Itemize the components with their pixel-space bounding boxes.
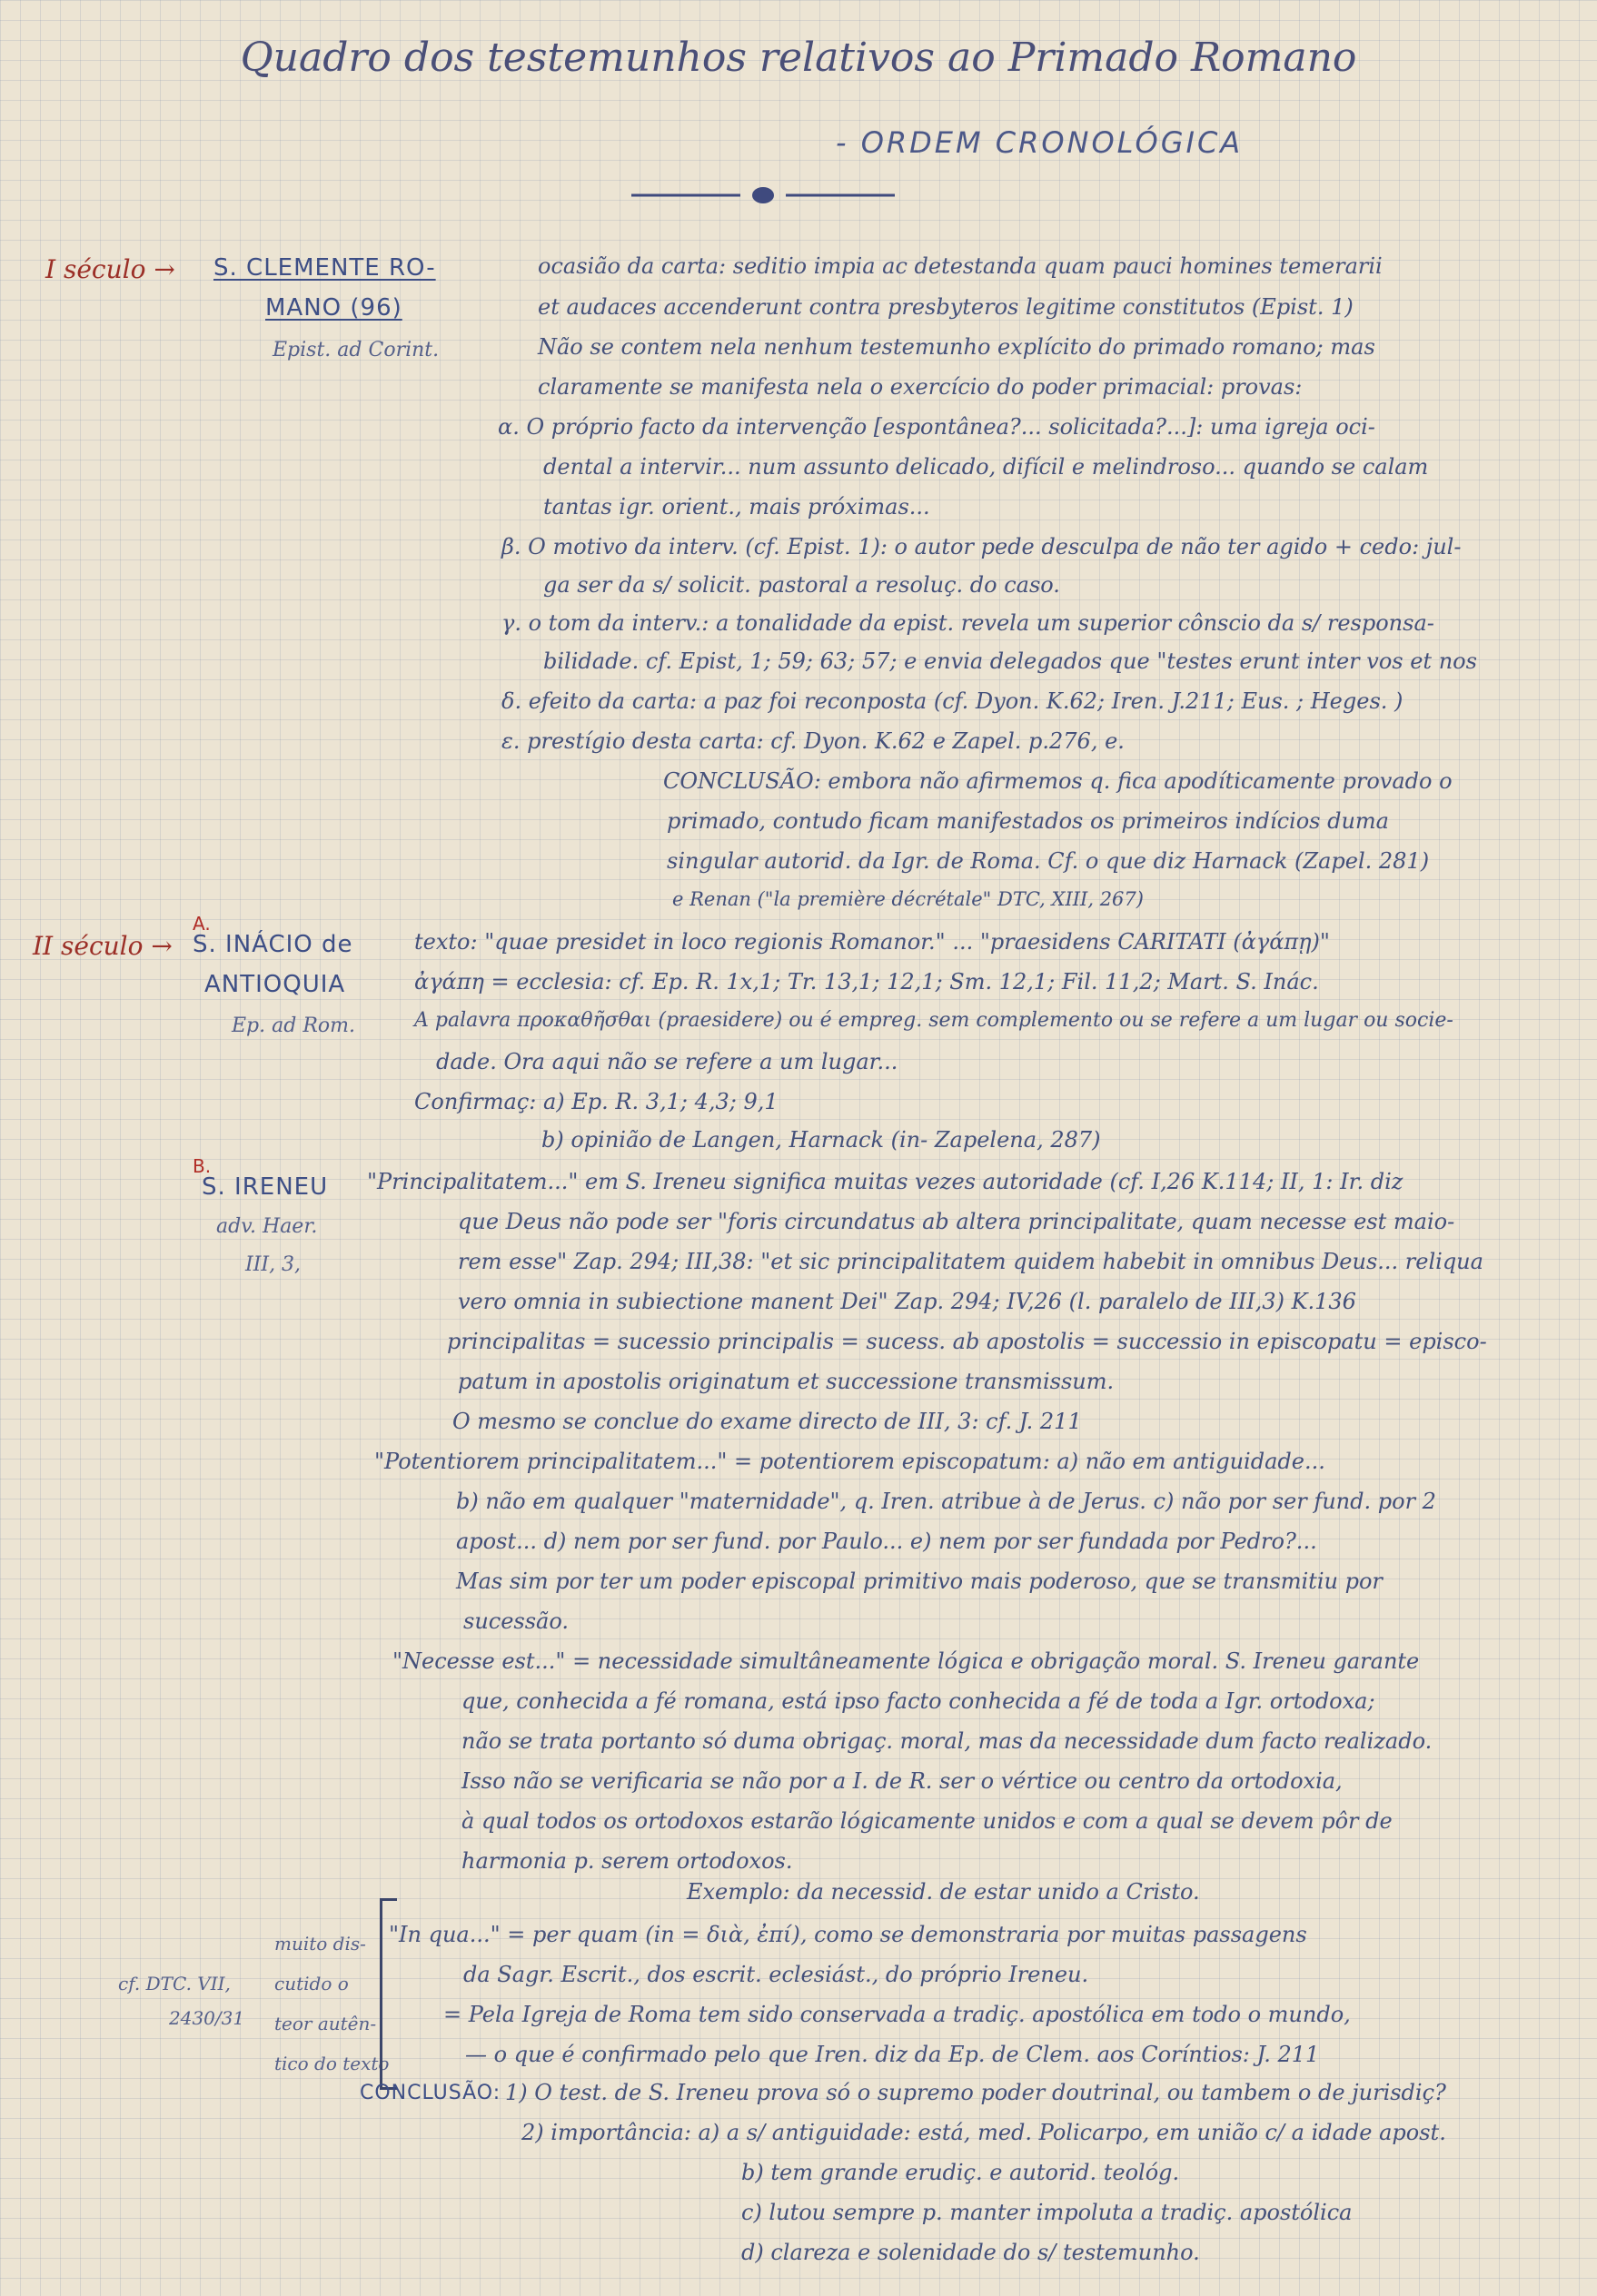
author-ignatius-line2: ANTIOQUIA — [204, 971, 346, 998]
marker-a: A. — [193, 913, 211, 935]
source-irenaeus-1: adv. Haer. — [216, 1215, 318, 1238]
author-ignatius-line1: S. INÁCIO de — [193, 931, 353, 958]
note-line: sucessão. — [463, 1608, 570, 1634]
source-clement: Epist. ad Corint. — [273, 339, 440, 361]
conclusion-label: CONCLUSÃO: — [360, 2082, 501, 2104]
note-line: A palavra προκαθῆσθαι (praesidere) ou é empreg. sem complemento ou se refere a um lugar ou socie- — [414, 1009, 1453, 1032]
note-line: texto: "quae presidet in loco regionis Romanor." ... "praesidens CARITATI (ἀγάπῃ)" — [414, 929, 1330, 955]
margin-note-line: cutido o — [274, 1973, 349, 1994]
century-label-1: I século → — [45, 254, 175, 284]
note-line: "Potentiorem principalitatem..." = potentiorem episcopatum: a) não em antiguidade... — [374, 1449, 1325, 1474]
note-line: "Necesse est..." = necessidade simultâneamente lógica e obrigação moral. S. Ireneu garante — [392, 1648, 1420, 1674]
source-ignatius: Ep. ad Rom. — [232, 1014, 355, 1037]
margin-note-line: tico do texto — [274, 2053, 390, 2074]
note-line: não se trata portanto só duma obrigaç. moral, mas da necessidade dum facto realizado. — [461, 1728, 1433, 1754]
note-line: γ. o tom da interv.: a tonalidade da epist. revela um superior cônscio da s/ responsa- — [501, 610, 1434, 636]
note-line: da Sagr. Escrit., dos escrit. eclesiást., do próprio Ireneu. — [463, 1962, 1089, 1987]
note-line: que Deus não pode ser "foris circundatus ab altera principalitate, quam necesse est maio- — [458, 1209, 1455, 1234]
author-clement-line2: MANO (96) — [265, 294, 402, 322]
page-subtitle: - ORDEM CRONOLÓGICA — [836, 125, 1244, 160]
note-line: patum in apostolis originatum et successione transmissum. — [458, 1369, 1115, 1394]
note-line: apost... d) nem por ser fund. por Paulo... e) nem por ser fundada por Pedro?... — [456, 1529, 1317, 1554]
margin-ref-line2: 2430/31 — [169, 2007, 245, 2029]
note-line: δ. efeito da carta: a paz foi reconposta (cf. Dyon. K.62; Iren. J.211; Eus. ; Heges. ) — [501, 688, 1404, 714]
note-line: harmonia p. serem ortodoxos. — [461, 1848, 793, 1874]
note-line: singular autorid. da Igr. de Roma. Cf. o que diz Harnack (Zapel. 281) — [667, 848, 1430, 874]
margin-ref-line1: cf. DTC. VII, — [118, 1973, 231, 1994]
note-line: ga ser da s/ solicit. pastoral a resoluç. do caso. — [543, 572, 1060, 598]
note-line: et audaces accenderunt contra presbyteros legitime constitutos (Epist. 1) — [538, 294, 1354, 320]
page-title: Quadro dos testemunhos relativos ao Primado Romano — [240, 35, 1357, 81]
note-line: O mesmo se conclue do exame directo de III, 3: cf. J. 211 — [452, 1409, 1082, 1434]
note-line: c) lutou sempre p. manter impoluta a tradiç. apostólica — [741, 2200, 1353, 2225]
note-line: α. O próprio facto da intervenção [espontânea?... solicitada?...]: uma igreja oci- — [498, 414, 1375, 440]
note-line: 1) O test. de S. Ireneu prova só o supremo poder doutrinal, ou tambem o de jurisdiç? — [505, 2080, 1446, 2105]
note-line: à qual todos os ortodoxos estarão lógicamente unidos e com a qual se devem pôr de — [461, 1808, 1393, 1834]
note-line: ε. prestígio desta carta: cf. Dyon. K.62 e Zapel. p.276, e. — [501, 728, 1125, 754]
note-line: 2) importância: a) a s/ antiguidade: está, med. Policarpo, em união c/ a idade apost. — [521, 2120, 1446, 2145]
author-clement-line1: S. CLEMENTE RO- — [213, 254, 436, 282]
note-line: b) tem grande erudiç. e autorid. teológ. — [741, 2160, 1180, 2185]
margin-note-line: teor autên- — [274, 2013, 377, 2034]
note-line: dental a intervir... num assunto delicado, difícil e melindroso... quando se calam — [543, 454, 1429, 480]
note-line: vero omnia in subiectione manent Dei" Zap. 294; IV,26 (l. paralelo de III,3) K.136 — [458, 1289, 1356, 1314]
note-line: Confirmaç: a) Ep. R. 3,1; 4,3; 9,1 — [414, 1089, 779, 1114]
margin-note-line: muito dis- — [274, 1933, 366, 1955]
note-line: que, conhecida a fé romana, está ipso facto conhecida a fé de toda a Igr. ortodoxa; — [461, 1688, 1375, 1714]
note-line: rem esse" Zap. 294; III,38: "et sic principalitatem quidem habebit in omnibus Deus... reliqua — [458, 1249, 1483, 1274]
note-line: b) não em qualquer "maternidade", q. Iren. atribue à de Jerus. c) não por ser fund. por 2 — [456, 1489, 1436, 1514]
note-line: Isso não se verificaria se não por a I. de R. ser o vértice ou centro da ortodoxia, — [461, 1768, 1343, 1794]
marker-b: B. — [193, 1155, 212, 1177]
note-line: claramente se manifesta nela o exercício do poder primacial: provas: — [538, 374, 1303, 400]
century-label-2: II século → — [33, 931, 173, 961]
note-line: d) clareza e solenidade do s/ testemunho. — [741, 2240, 1200, 2265]
note-line: bilidade. cf. Epist, 1; 59; 63; 57; e envia delegados que "testes erunt inter vos et nos — [543, 648, 1477, 674]
note-line: b) opinião de Langen, Harnack (in- Zapelena, 287) — [541, 1127, 1101, 1153]
note-line: — o que é confirmado pelo que Iren. diz da Ep. de Clem. aos Coríntios: J. 211 — [465, 2042, 1320, 2067]
note-line: ocasião da carta: seditio impia ac detestanda quam pauci homines temerarii — [538, 253, 1383, 279]
note-line: Não se contem nela nenhum testemunho explícito do primado romano; mas — [538, 334, 1375, 360]
note-line: "In qua..." = per quam (in = διὰ, ἐπί), como se demonstraria por muitas passagens — [389, 1922, 1307, 1947]
note-line: = Pela Igreja de Roma tem sido conservada a tradiç. apostólica em todo o mundo, — [443, 2002, 1351, 2027]
note-line: "Principalitatem..." em S. Ireneu significa muitas vezes autoridade (cf. I,26 K.114; II, 1: Ir. diz — [367, 1169, 1404, 1194]
note-line: e Renan ("la première décrétale" DTC, XIII, 267) — [672, 888, 1144, 910]
note-line: ἀγάπη = ecclesia: cf. Ep. R. 1x,1; Tr. 13,1; 12,1; Sm. 12,1; Fil. 11,2; Mart. S. Inác. — [414, 969, 1319, 995]
note-line: primado, contudo ficam manifestados os primeiros indícios duma — [667, 808, 1389, 834]
note-line: Exemplo: da necessid. de estar unido a Cristo. — [687, 1879, 1200, 1905]
title-ornament — [627, 182, 899, 209]
note-line: dade. Ora aqui não se refere a um lugar... — [436, 1049, 898, 1074]
source-irenaeus-2: III, 3, — [245, 1253, 302, 1276]
note-line: CONCLUSÃO: embora não afirmemos q. fica apodíticamente provado o — [663, 768, 1453, 794]
note-line: principalitas = sucessio principalis = sucess. ab apostolis = successio in episcopatu = episco- — [447, 1329, 1487, 1354]
note-line: Mas sim por ter um poder episcopal primitivo mais poderoso, que se transmitiu por — [456, 1569, 1383, 1594]
note-line: β. O motivo da interv. (cf. Epist. 1): o autor pede desculpa de não ter agido + cedo: jul- — [501, 534, 1462, 559]
note-line: tantas igr. orient., mais próximas... — [543, 494, 930, 520]
author-irenaeus: S. IRENEU — [202, 1173, 329, 1201]
